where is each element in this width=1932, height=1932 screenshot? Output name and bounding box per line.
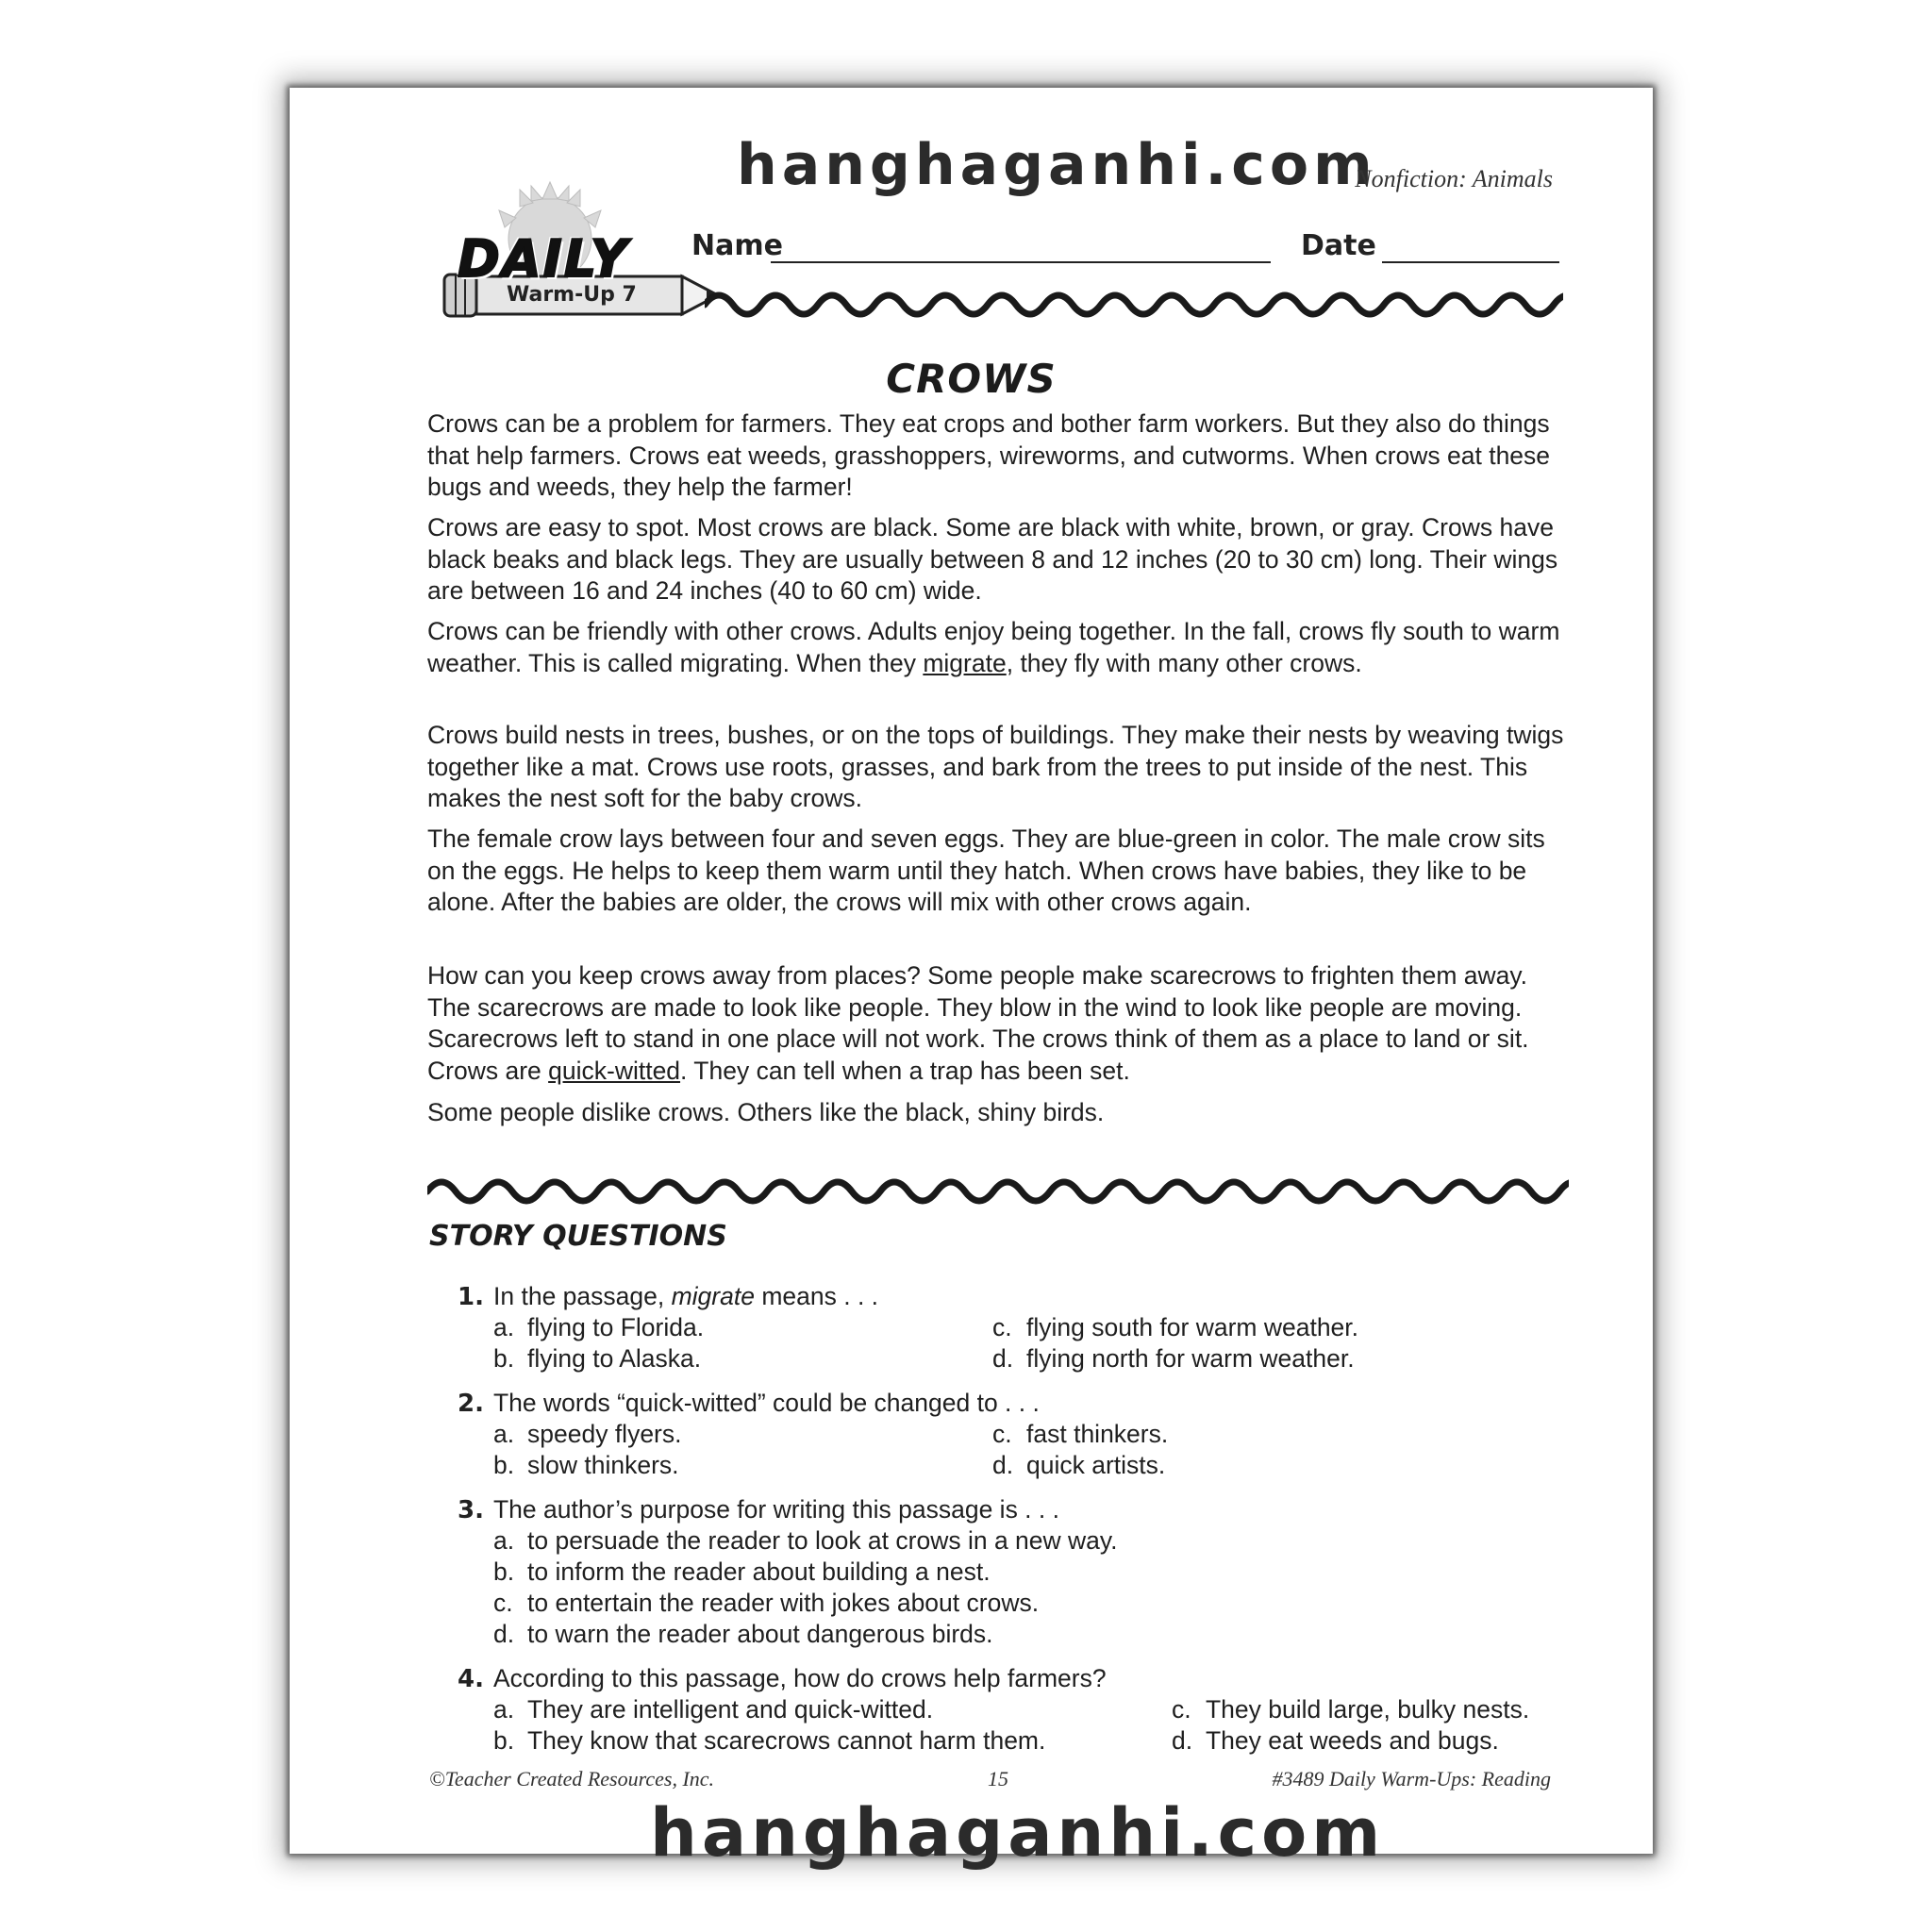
option-text: speedy flyers.: [527, 1420, 682, 1448]
option-text: flying south for warm weather.: [1026, 1313, 1359, 1341]
paragraph-text: Crows can be friendly with other crows. Adults enjoy being together. In the fall, crows fly south to warm weather. This is called migrating. When they: [427, 617, 1560, 677]
option-text: quick artists.: [1026, 1451, 1166, 1479]
worksheet-page: [290, 88, 1653, 1872]
answer-option[interactable]: [992, 1312, 1358, 1343]
watermark-bottom: hanghaganhi.com: [650, 1794, 1386, 1872]
option-text: flying to Alaska.: [527, 1344, 702, 1373]
option-letter: a.: [493, 1526, 515, 1555]
option-text: to warn the reader about dangerous birds.: [527, 1620, 993, 1648]
question-text: According to this passage, how do crows help farmers?: [493, 1664, 1107, 1692]
footer-page-number: 15: [988, 1767, 1008, 1790]
answer-option[interactable]: [493, 1343, 701, 1374]
question-number: 4.: [458, 1665, 484, 1693]
option-text: slow thinkers.: [527, 1451, 679, 1479]
option-letter: c.: [1172, 1695, 1191, 1724]
option-text: to persuade the reader to look at crows in a new way.: [527, 1526, 1118, 1555]
daily-warm-up-badge: [437, 173, 720, 328]
question-text: The author’s purpose for writing this passage is . . .: [493, 1495, 1059, 1524]
paragraph-text: Crows can be a problem for farmers. They eat crops and bother farm workers. But they also do things that help farmers. Crows eat weeds, grasshoppers, wireworms, and cutworms. When crows eat these bugs and weeds, they help the farmer!: [427, 409, 1551, 501]
question-number: 3.: [458, 1496, 484, 1524]
answer-option[interactable]: [493, 1557, 991, 1588]
story-paragraph: [427, 512, 1569, 608]
question-text: The words “quick-witted” could be changed to . . .: [493, 1389, 1040, 1417]
story-paragraph: [427, 824, 1569, 919]
answer-option[interactable]: [992, 1343, 1355, 1374]
paragraph-text: The female crow lays between four and seven eggs. They are blue-green in color. The male crow sits on the eggs. He helps to keep them warm until they hatch. When crows have babies, they like to be alone. After the babies are older, the crows will mix with other crows again.: [427, 824, 1545, 916]
name-label: Name: [691, 229, 783, 262]
option-letter: d.: [992, 1451, 1014, 1479]
header-wave-divider: [705, 284, 1563, 322]
option-text: to entertain the reader with jokes about crows.: [527, 1589, 1040, 1617]
question-stem: [493, 1281, 878, 1312]
question-number: 1.: [458, 1283, 484, 1311]
paragraph-text: Crows are easy to spot. Most crows are black. Some are black with white, brown, or gray. Crows have black beaks and black legs. They are usually between 8 and 12 inches (20 to 30 cm) long. Their wings are between 16 and 24 inches (40 to 60 cm) wide.: [427, 513, 1558, 605]
paragraph-text: , they fly with many other crows.: [1006, 648, 1362, 677]
answer-option[interactable]: [992, 1450, 1165, 1481]
question-text: In the passage,: [493, 1282, 672, 1310]
option-text: fast thinkers.: [1026, 1420, 1169, 1448]
story-paragraph: [427, 616, 1569, 679]
answer-option[interactable]: [493, 1725, 1045, 1757]
question-text: means . . .: [754, 1282, 879, 1310]
option-letter: b.: [493, 1557, 515, 1586]
questions-heading: STORY QUESTIONS: [429, 1220, 727, 1253]
option-text: to inform the reader about building a nest.: [527, 1557, 991, 1586]
option-letter: b.: [493, 1726, 515, 1755]
option-letter: a.: [493, 1695, 515, 1724]
option-text: flying to Florida.: [527, 1313, 705, 1341]
answer-option[interactable]: [493, 1588, 1039, 1619]
option-text: They eat weeds and bugs.: [1206, 1726, 1499, 1755]
answer-option[interactable]: [493, 1525, 1118, 1557]
question-number: 2.: [458, 1390, 484, 1418]
option-letter: c.: [992, 1313, 1012, 1341]
date-label: Date: [1301, 229, 1376, 262]
footer-copyright: ©Teacher Created Resources, Inc.: [429, 1767, 715, 1790]
badge-warm-up-text: Warm-Up 7: [507, 283, 637, 307]
option-letter: d.: [493, 1620, 515, 1648]
option-letter: a.: [493, 1313, 515, 1341]
badge-daily-text: DAILY: [458, 229, 629, 289]
question-stem: [493, 1388, 1040, 1419]
question-stem: [493, 1663, 1107, 1694]
option-text: flying north for warm weather.: [1026, 1344, 1355, 1373]
story-paragraph: [427, 408, 1569, 504]
category-label: Nonfiction: Animals: [1355, 165, 1553, 192]
vocab-word: quick-witted: [548, 1056, 681, 1085]
question-keyword: migrate: [671, 1282, 755, 1310]
option-letter: c.: [992, 1420, 1012, 1448]
option-text: They are intelligent and quick-witted.: [527, 1695, 934, 1724]
name-field[interactable]: [771, 261, 1271, 263]
paragraph-text: Some people dislike crows. Others like the black, shiny birds.: [427, 1098, 1105, 1126]
answer-option[interactable]: [1172, 1694, 1529, 1725]
footer-book-title: #3489 Daily Warm-Ups: Reading: [1272, 1767, 1551, 1790]
option-letter: a.: [493, 1420, 515, 1448]
question-stem: [493, 1494, 1059, 1525]
option-text: They build large, bulky nests.: [1206, 1695, 1530, 1724]
option-letter: d.: [1172, 1726, 1193, 1755]
vocab-word: migrate: [923, 648, 1007, 677]
answer-option[interactable]: [992, 1419, 1168, 1450]
answer-option[interactable]: [1172, 1725, 1499, 1757]
option-letter: d.: [992, 1344, 1014, 1373]
answer-option[interactable]: [493, 1419, 682, 1450]
watermark-top: hanghaganhi.com: [737, 132, 1377, 198]
story-paragraph: [427, 960, 1569, 1087]
paragraph-text: Crows build nests in trees, bushes, or on the tops of buildings. They make their nests by weaving twigs together like a mat. Crows use roots, grasses, and bark from the trees to put inside of the nest. This makes the nest soft for the baby crows.: [427, 721, 1564, 812]
paragraph-text: . They can tell when a trap has been set.: [680, 1056, 1130, 1085]
answer-option[interactable]: [493, 1450, 679, 1481]
option-text: They know that scarecrows cannot harm them.: [527, 1726, 1046, 1755]
answer-option[interactable]: [493, 1619, 993, 1650]
section-wave-divider: [427, 1171, 1569, 1208]
option-letter: b.: [493, 1344, 515, 1373]
option-letter: c.: [493, 1589, 513, 1617]
answer-option[interactable]: [493, 1694, 933, 1725]
answer-option[interactable]: [493, 1312, 704, 1343]
story-paragraph: [427, 1097, 1569, 1129]
story-title: CROWS: [886, 356, 1057, 402]
story-paragraph: [427, 720, 1569, 815]
date-field[interactable]: [1382, 261, 1559, 263]
paragraph-text: How can you keep crows away from places? Some people make scarecrows to frighten them away. The scarecrows are made to look like people. They blow in the wind to look like people are moving. Scarecrows left to stand in one place will not work. The crows think of them as a place to land or sit. Crows are: [427, 961, 1529, 1085]
option-letter: b.: [493, 1451, 515, 1479]
